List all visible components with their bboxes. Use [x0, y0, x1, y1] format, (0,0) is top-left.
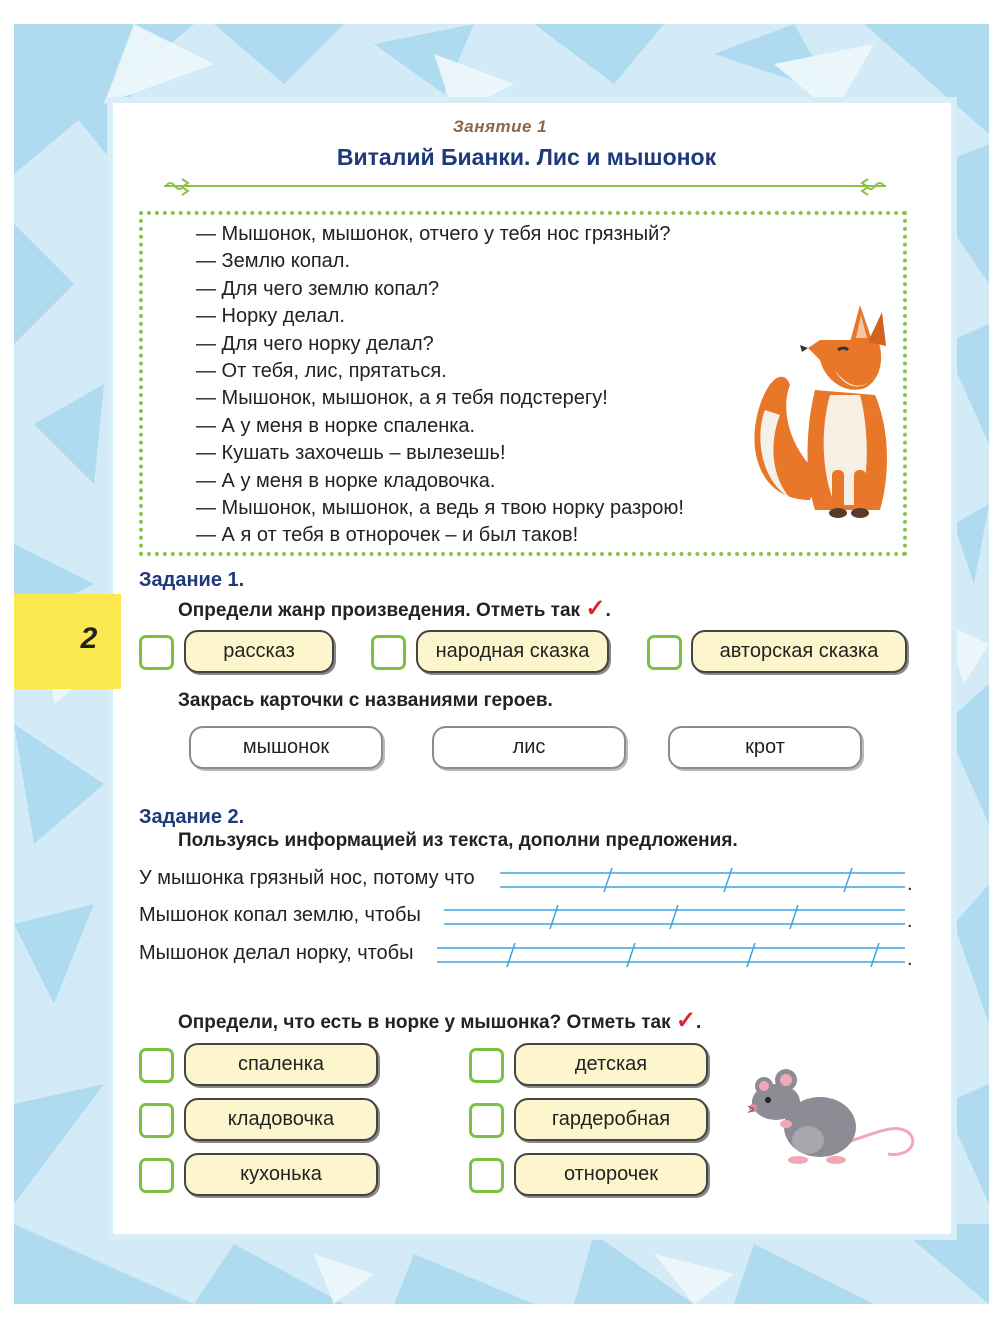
burrow-card-kitchen: кухонька — [184, 1153, 378, 1196]
genre-card-author-tale: авторская сказка — [691, 630, 907, 673]
story-line: — Для чего норку делал? — [196, 332, 434, 355]
burrow-checkbox-bedroom[interactable] — [139, 1048, 174, 1083]
story-line: — Норку делал. — [196, 305, 345, 328]
instruction-period: . — [695, 1012, 702, 1033]
story-line: — Мышонок, мышонок, отчего у тебя нос грязный? — [196, 223, 671, 245]
sentence-2: Мышонок копал землю, чтобы — [139, 904, 421, 926]
story-line: — Кушать захочешь – вылезешь! — [196, 442, 506, 465]
burrow-checkbox-side-tunnel[interactable] — [469, 1158, 504, 1193]
story-line: — А у меня в норке кладовочка. — [196, 469, 496, 492]
decorative-divider — [160, 174, 890, 198]
burrow-card-wardrobe: гардеробная — [514, 1098, 708, 1141]
writing-line-2[interactable] — [444, 903, 905, 931]
fox-illustration — [750, 300, 900, 525]
story-line: — А я от тебя в отнорочек – и был таков! — [196, 524, 579, 547]
story-line: — Мышонок, мышонок, а я тебя подстерегу! — [196, 387, 608, 410]
story-line: — Для чего землю копал? — [196, 277, 440, 300]
burrow-card-bedroom: спаленка — [184, 1043, 378, 1086]
story-text — [196, 221, 684, 550]
story-line: — От тебя, лис, прятаться. — [196, 359, 447, 382]
sentence-1: У мышонка грязный нос, потому что — [139, 867, 475, 889]
task2-heading: Задание 2. — [139, 806, 245, 828]
page-title: Виталий Бианки. Лис и мышонок — [336, 144, 717, 170]
sentence-3: Мышонок делал норку, чтобы — [139, 942, 414, 964]
page-number: 2 — [80, 622, 98, 655]
task1-instruction — [178, 594, 611, 623]
genre-checkbox-folk-tale[interactable] — [371, 635, 406, 670]
burrow-instruction — [178, 1006, 701, 1035]
check-mark-icon: ✓ — [675, 1007, 696, 1034]
sentence-end-period: . — [907, 948, 913, 970]
story-line: — Землю копал. — [196, 250, 351, 273]
burrow-checkbox-kitchen[interactable] — [139, 1158, 174, 1193]
burrow-card-nursery: детская — [514, 1043, 708, 1086]
genre-checkbox-story[interactable] — [139, 635, 174, 670]
writing-line-1[interactable] — [500, 866, 905, 894]
mouse-illustration — [748, 1062, 918, 1168]
check-mark-icon: ✓ — [585, 595, 606, 622]
lesson-label: Занятие 1 — [452, 117, 548, 136]
sentence-end-period: . — [907, 910, 913, 932]
burrow-checkbox-wardrobe[interactable] — [469, 1103, 504, 1138]
sentence-end-period: . — [907, 873, 913, 895]
task1-instruction-text: Определи жанр произведения. Отметь так — [178, 600, 581, 621]
story-line: — Мышонок, мышонок, а ведь я твою норку разрою! — [196, 496, 684, 519]
hero-card-fox[interactable]: лис — [432, 726, 626, 769]
story-line: — А у меня в норке спаленка. — [196, 414, 476, 437]
genre-card-story: рассказ — [184, 630, 334, 673]
genre-checkbox-author-tale[interactable] — [647, 635, 682, 670]
heroes-instruction: Закрась карточки с названиями героев. — [178, 690, 553, 711]
burrow-card-pantry: кладовочка — [184, 1098, 378, 1141]
genre-card-folk-tale: народная сказка — [416, 630, 609, 673]
hero-card-mole[interactable]: крот — [668, 726, 862, 769]
burrow-checkbox-nursery[interactable] — [469, 1048, 504, 1083]
burrow-checkbox-pantry[interactable] — [139, 1103, 174, 1138]
task2-instruction: Пользуясь информацией из текста, дополни предложения. — [178, 830, 738, 851]
task1-heading: Задание 1. — [139, 569, 245, 591]
writing-line-3[interactable] — [437, 941, 905, 969]
burrow-card-side-tunnel: отнорочек — [514, 1153, 708, 1196]
burrow-instruction-text: Определи, что есть в норке у мышонка? Отметь так — [178, 1012, 671, 1033]
hero-card-mouse[interactable]: мышонок — [189, 726, 383, 769]
instruction-period: . — [605, 600, 611, 621]
